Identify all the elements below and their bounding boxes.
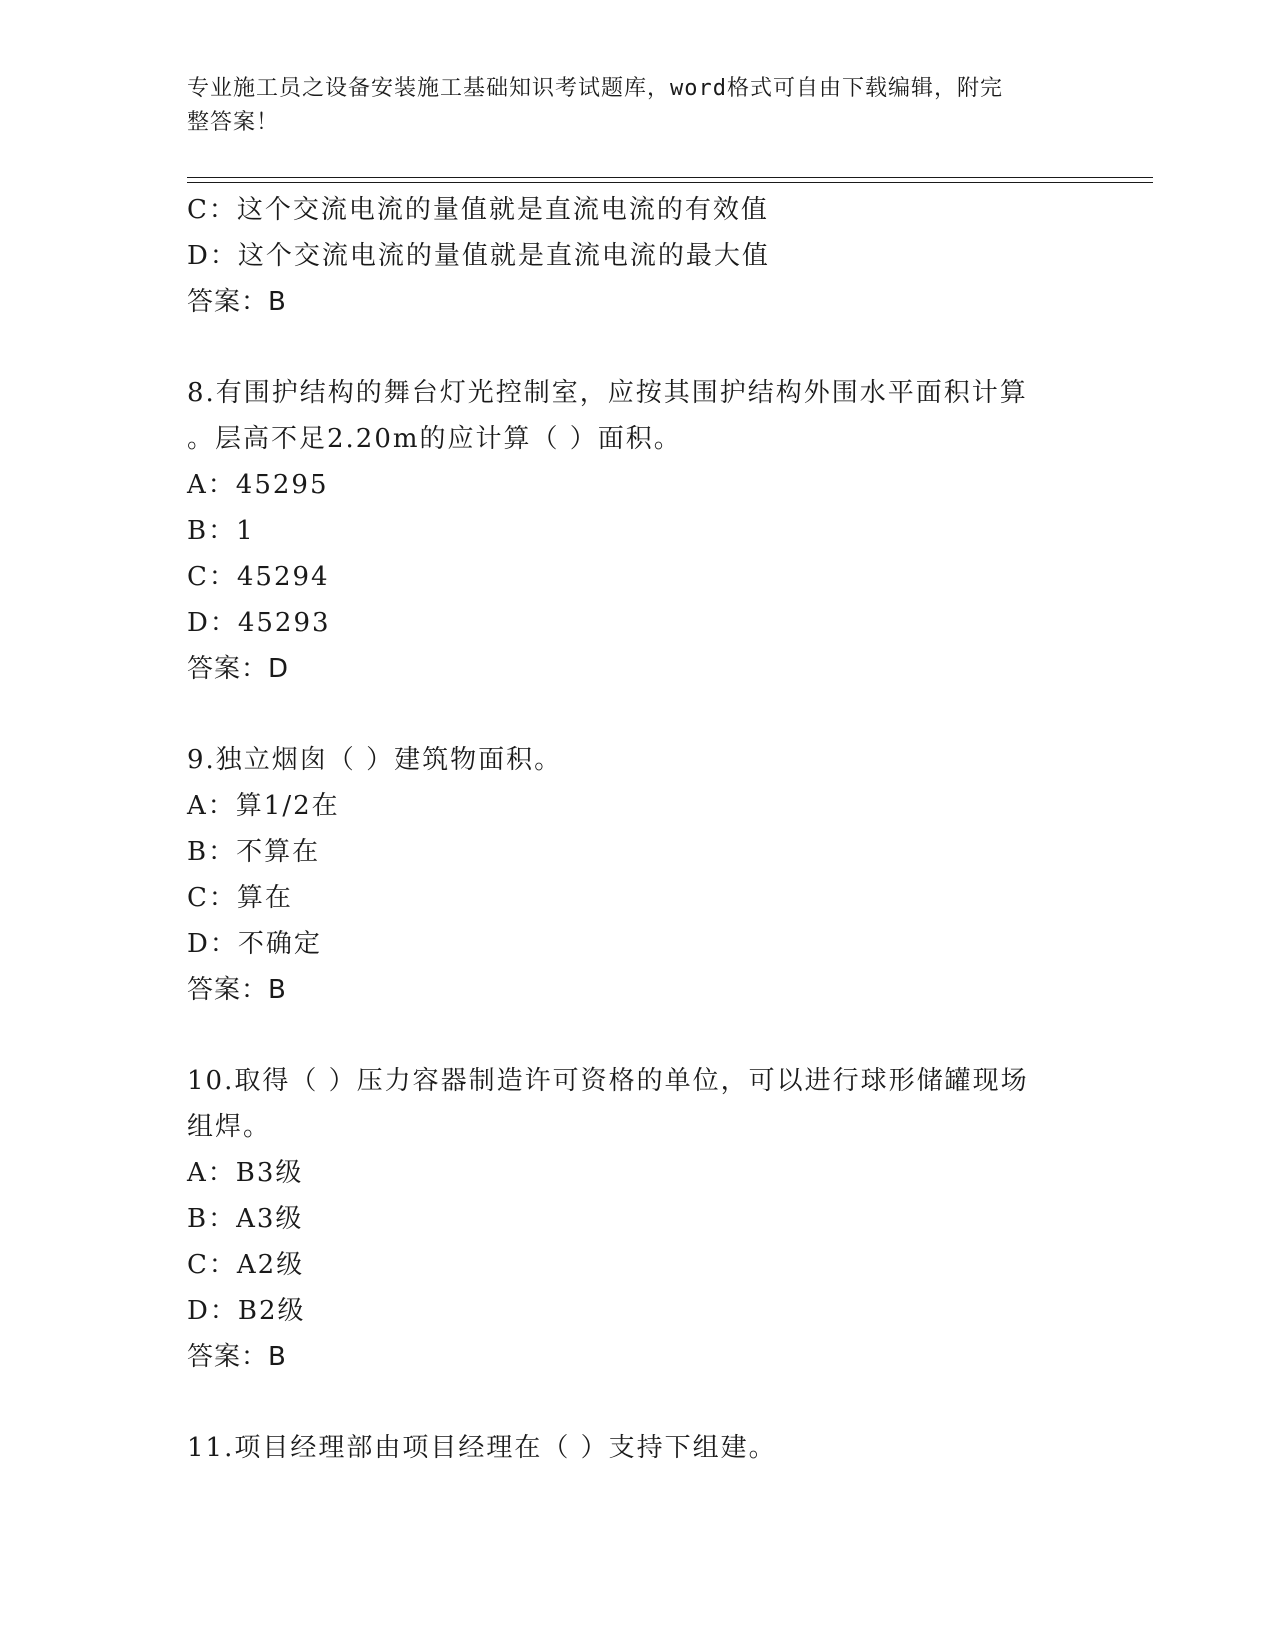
question-stem-line: 组焊。 <box>187 1112 272 1142</box>
header-line-1: 专业施工员之设备安装施工基础知识考试题库，word格式可自由下载编辑，附完 <box>187 76 1003 101</box>
question-stem-line: 9.独立烟囱（ ）建筑物面积。 <box>187 745 563 775</box>
answer-label: 答案：B <box>187 1342 287 1372</box>
option-d: D：不确定 <box>187 929 322 959</box>
option-a: A：算1/2在 <box>187 791 340 821</box>
answer-label: 答案：D <box>187 654 290 684</box>
option-c: C：算在 <box>187 883 293 913</box>
question-9 <box>187 737 1087 1013</box>
question-8 <box>187 370 1087 692</box>
option-d: D：B2级 <box>187 1296 306 1326</box>
question-10 <box>187 1058 1087 1380</box>
answer-label: 答案：B <box>187 287 287 317</box>
question-list <box>187 187 1087 1471</box>
question-7 <box>187 187 1087 325</box>
header-divider-bottom <box>187 182 1153 183</box>
option-a: A：B3级 <box>187 1158 304 1188</box>
option-b: B：不算在 <box>187 837 321 867</box>
header-divider-top <box>187 177 1153 178</box>
question-stem-line: 11.项目经理部由项目经理在（ ）支持下组建。 <box>187 1433 777 1463</box>
answer-label: 答案：B <box>187 975 287 1005</box>
header-line-2: 整答案！ <box>187 110 280 135</box>
question-stem-line: 。层高不足2.20m的应计算（ ）面积。 <box>187 424 682 454</box>
document-header <box>187 72 1077 140</box>
option-a: A：45295 <box>187 470 329 500</box>
option-c: C：这个交流电流的量值就是直流电流的有效值 <box>187 195 769 225</box>
question-stem-line: 8.有围护结构的舞台灯光控制室，应按其围护结构外围水平面积计算 <box>187 378 1028 408</box>
option-b: B：A3级 <box>187 1204 304 1234</box>
option-b: B：1 <box>187 516 255 546</box>
option-d: D：这个交流电流的量值就是直流电流的最大值 <box>187 241 770 271</box>
question-11 <box>187 1425 1087 1471</box>
question-stem-line: 10.取得（ ）压力容器制造许可资格的单位，可以进行球形储罐现场 <box>187 1066 1029 1096</box>
option-d: D：45293 <box>187 608 331 638</box>
option-c: C：45294 <box>187 562 330 592</box>
option-c: C：A2级 <box>187 1250 305 1280</box>
